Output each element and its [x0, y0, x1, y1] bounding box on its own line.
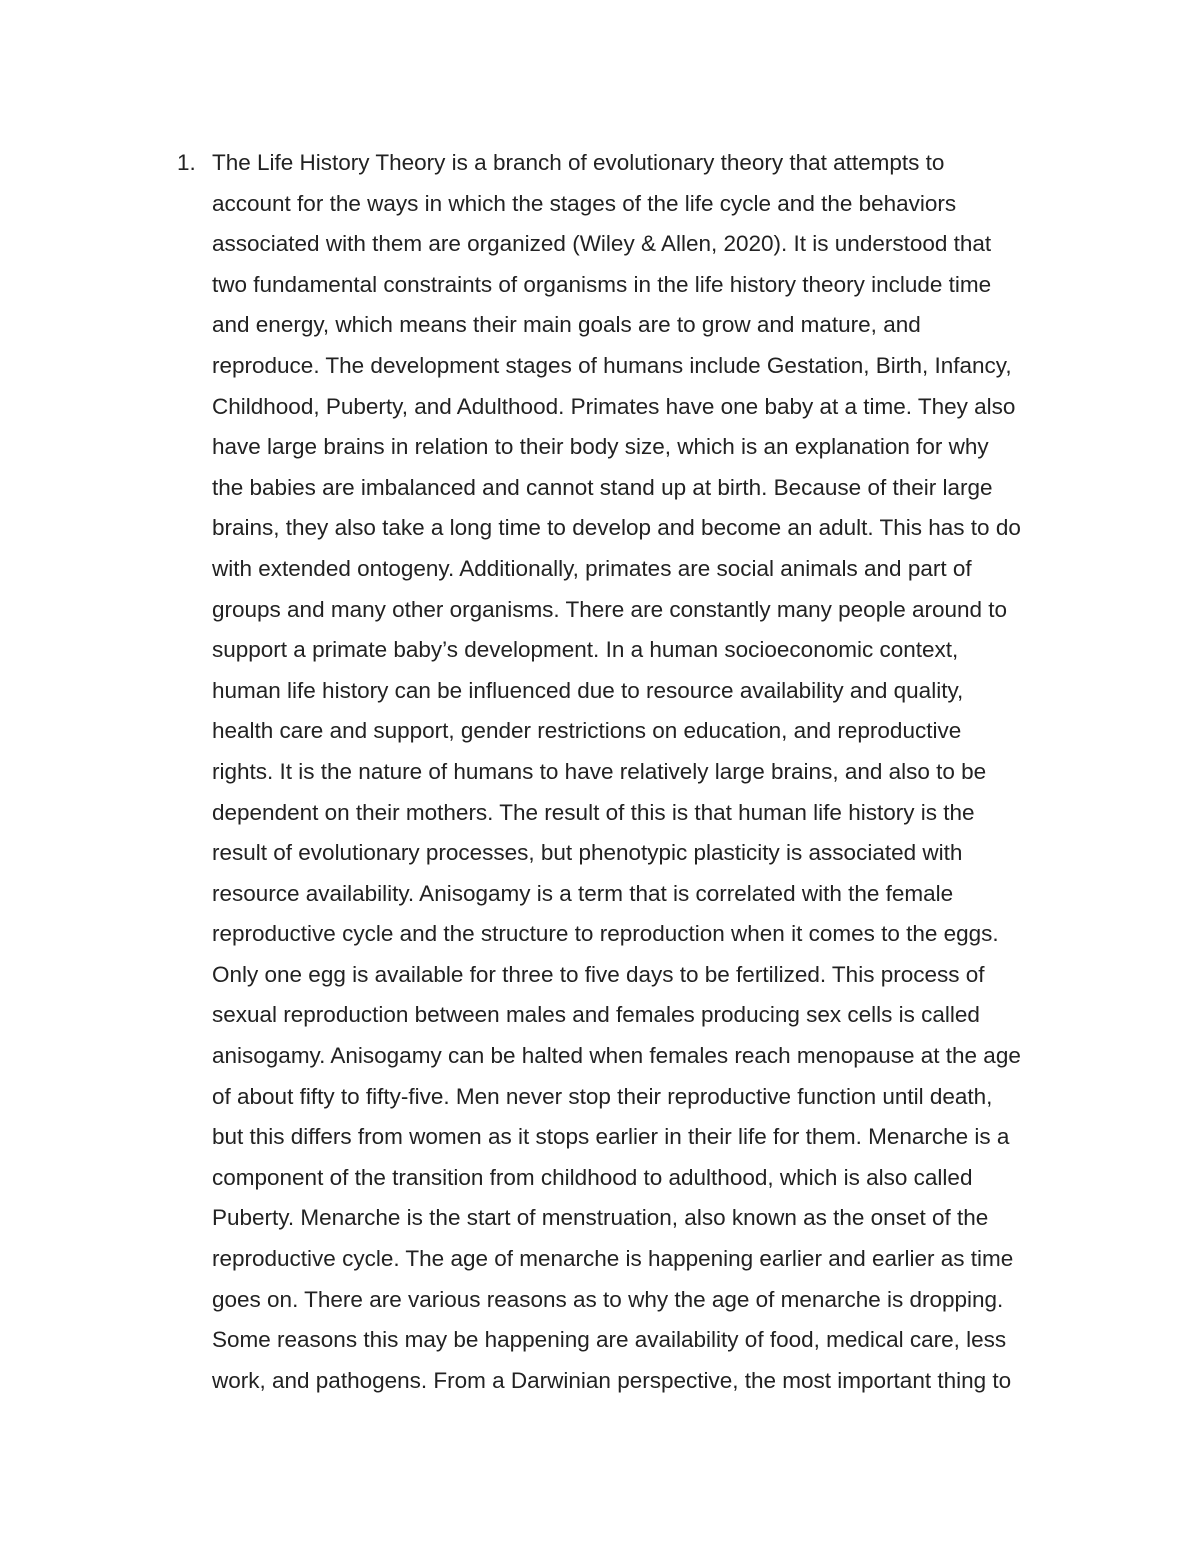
text-line: account for the ways in which the stages of the life cycle and the behaviors [212, 190, 957, 216]
list-number: 1. [177, 150, 196, 175]
text-line: health care and support, gender restrictions on education, and reproductive [212, 718, 962, 744]
text-line: human life history can be influenced due to resource availability and quality, [212, 677, 964, 703]
text-line: The Life History Theory is a branch of evolutionary theory that attempts to [212, 150, 945, 175]
text-line: anisogamy. Anisogamy can be halted when females reach menopause at the age [212, 1043, 1021, 1069]
text-line: work, and pathogens. From a Darwinian perspective, the most important thing to [212, 1367, 1012, 1393]
text-line: rights. It is the nature of humans to have relatively large brains, and also to be [212, 758, 987, 784]
text-line: Only one egg is available for three to five days to be fertilized. This process of [212, 961, 985, 987]
text-line: Childhood, Puberty, and Adulthood. Primates have one baby at a time. They also [212, 393, 1016, 419]
text-line: support a primate baby’s development. In a human socioeconomic context, [212, 637, 959, 663]
text-line: have large brains in relation to their body size, which is an explanation for why [212, 434, 989, 460]
text-line: two fundamental constraints of organisms in the life history theory include time [212, 271, 992, 297]
text-line: brains, they also take a long time to develop and become an adult. This has to do [212, 515, 1021, 541]
text-line: of about fifty to fifty-five. Men never stop their reproductive function until death, [212, 1083, 993, 1109]
text-line: resource availability. Anisogamy is a term that is correlated with the female [212, 880, 954, 906]
text-line: reproduce. The development stages of humans include Gestation, Birth, Infancy, [212, 352, 1012, 378]
text-line: groups and many other organisms. There are constantly many people around to [212, 596, 1008, 622]
text-line: reproductive cycle and the structure to reproduction when it comes to the eggs. [212, 921, 999, 947]
text-line: the babies are imbalanced and cannot stand up at birth. Because of their large [212, 474, 993, 500]
text-line: reproductive cycle. The age of menarche is happening earlier and earlier as time [212, 1246, 1014, 1272]
text-line: dependent on their mothers. The result of this is that human life history is the [212, 799, 975, 825]
text-line: goes on. There are various reasons as to why the age of menarche is dropping. [212, 1286, 1004, 1312]
text-line: and energy, which means their main goals are to grow and mature, and [212, 312, 921, 338]
text-line: component of the transition from childhood to adulthood, which is also called [212, 1164, 973, 1190]
text-line: but this differs from women as it stops earlier in their life for them. Menarche is a [212, 1124, 1010, 1150]
text-line: Some reasons this may be happening are availability of food, medical care, less [212, 1327, 1007, 1353]
text-line: Puberty. Menarche is the start of menstruation, also known as the onset of the [212, 1205, 989, 1231]
paragraph-body [212, 143, 1112, 1401]
text-line: sexual reproduction between males and females producing sex cells is called [212, 1002, 980, 1028]
text-line: with extended ontogeny. Additionally, primates are social animals and part of [212, 555, 972, 581]
text-line: result of evolutionary processes, but phenotypic plasticity is associated with [212, 840, 963, 866]
text-line: associated with them are organized (Wiley & Allen, 2020). It is understood that [212, 231, 992, 257]
